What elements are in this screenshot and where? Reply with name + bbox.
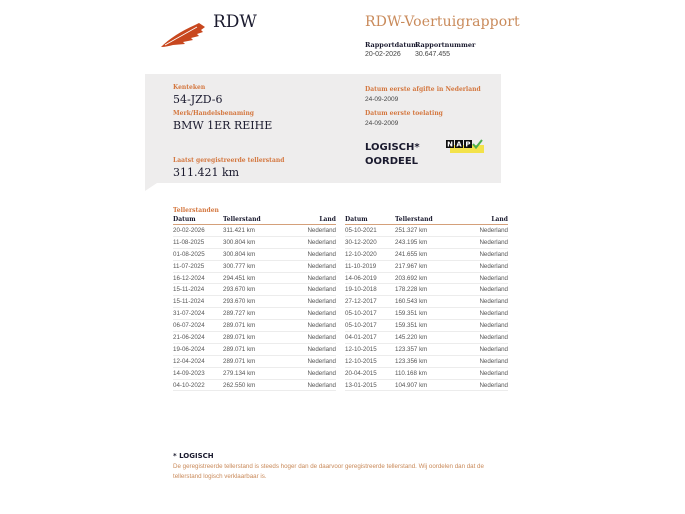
row-country: Nederland [278,296,336,308]
table-row [345,343,508,355]
row-country: Nederland [450,248,508,260]
column-header-country: Land [278,215,336,225]
row-odometer: 104.907 km [395,379,450,391]
row-country: Nederland [450,272,508,284]
plate-field [173,84,223,106]
row-date: 05-10-2017 [345,308,395,320]
row-odometer: 217.967 km [395,260,450,272]
verdict-line-2: OORDEEL [365,156,419,167]
table-row [345,225,508,237]
row-country: Nederland [278,308,336,320]
first-admission-value: 24-09-2009 [365,120,399,127]
row-date: 12-10-2020 [345,248,395,260]
row-country: Nederland [450,284,508,296]
row-date: 04-10-2022 [173,379,223,391]
table-row [173,379,336,391]
row-country: Nederland [450,296,508,308]
row-country: Nederland [450,260,508,272]
row-country: Nederland [278,343,336,355]
odometer-label: Laatst geregistreerde tellerstand [173,157,285,164]
row-country: Nederland [278,320,336,332]
row-country: Nederland [278,260,336,272]
report-title: RDW-Voertuigrapport [365,14,520,30]
table-row [345,320,508,332]
table-row [173,284,336,296]
report-date [365,41,418,58]
column-header-odometer: Tellerstand [223,215,278,225]
row-country: Nederland [278,284,336,296]
table-row [173,296,336,308]
table-row [173,248,336,260]
column-header-country: Land [450,215,508,225]
row-date: 31-07-2024 [173,308,223,320]
column-header-odometer: Tellerstand [395,215,450,225]
row-date: 12-10-2015 [345,343,395,355]
row-date: 04-01-2017 [345,332,395,344]
row-country: Nederland [450,308,508,320]
row-date: 27-12-2017 [345,296,395,308]
row-country: Nederland [278,272,336,284]
table-row [173,332,336,344]
row-odometer: 289.727 km [223,308,278,320]
row-date: 05-10-2017 [345,320,395,332]
column-header-date: Datum [345,215,395,225]
table-row [173,236,336,248]
row-date: 11-10-2019 [345,260,395,272]
row-odometer: 300.777 km [223,260,278,272]
row-country: Nederland [450,355,508,367]
first-admission-label: Datum eerste toelating [365,110,443,117]
first-issue-label: Datum eerste afgifte in Nederland [365,86,481,93]
first-issue-field [365,86,481,103]
row-odometer: 294.451 km [223,272,278,284]
row-odometer: 123.357 km [395,343,450,355]
table-row [345,248,508,260]
table-row [345,332,508,344]
make-value: BMW 1ER REIHE [173,119,273,132]
row-country: Nederland [450,379,508,391]
row-date: 20-04-2015 [345,367,395,379]
row-odometer: 251.327 km [395,225,450,237]
table-row [173,355,336,367]
report-date-value: 20-02-2026 [365,51,401,58]
row-odometer: 178.228 km [395,284,450,296]
row-date: 15-11-2024 [173,296,223,308]
column-header-date: Datum [173,215,223,225]
table-row [173,343,336,355]
row-odometer: 311.421 km [223,225,278,237]
table-row [345,260,508,272]
table-header-row [173,215,336,225]
report-number-value: 30.647.455 [415,51,451,58]
row-country: Nederland [450,236,508,248]
row-odometer: 160.543 km [395,296,450,308]
row-odometer: 289.071 km [223,332,278,344]
row-date: 05-10-2021 [345,225,395,237]
row-date: 12-10-2015 [345,355,395,367]
plate-label: Kenteken [173,84,206,91]
table-row [345,379,508,391]
odometer-history-title: Tellerstanden [173,207,219,214]
table-row [173,320,336,332]
row-date: 30-12-2020 [345,236,395,248]
row-odometer: 289.071 km [223,343,278,355]
report-number-label: Rapportnummer [415,41,476,49]
row-country: Nederland [450,343,508,355]
row-date: 14-09-2023 [173,367,223,379]
table-row [345,284,508,296]
row-country: Nederland [278,236,336,248]
row-odometer: 241.655 km [395,248,450,260]
row-country: Nederland [450,332,508,344]
brand-name: RDW [213,12,257,32]
row-date: 01-08-2025 [173,248,223,260]
table-header-row [345,215,508,225]
row-date: 19-06-2024 [173,343,223,355]
row-odometer: 300.804 km [223,236,278,248]
row-odometer: 110.168 km [395,367,450,379]
footnote-text: De geregistreerde tellerstand is steeds hoger dan de daarvoor geregistreerde tellerstand. Wij oordelen dan dat de tellerstand logisch verklaarbaar is. [173,463,484,480]
make-label: Merk/Handelsbenaming [173,110,255,117]
row-odometer: 203.692 km [395,272,450,284]
row-odometer: 279.134 km [223,367,278,379]
make-field [173,110,272,132]
row-odometer: 123.356 km [395,355,450,367]
svg-text:A: A [456,140,462,149]
row-date: 19-10-2018 [345,284,395,296]
table-row [345,367,508,379]
row-country: Nederland [278,367,336,379]
odometer-field [173,157,284,179]
row-country: Nederland [278,332,336,344]
row-odometer: 262.550 km [223,379,278,391]
odometer-value: 311.421 km [173,166,240,179]
footnote-title: * LOGISCH [173,452,214,460]
verdict-line-1: LOGISCH* [365,142,420,153]
row-date: 20-02-2026 [173,225,223,237]
row-country: Nederland [278,355,336,367]
svg-text:N: N [447,140,453,149]
row-odometer: 289.071 km [223,320,278,332]
row-date: 16-12-2024 [173,272,223,284]
plate-value: 54-JZD-6 [173,93,223,106]
verdict [365,141,420,169]
first-issue-value: 24-09-2009 [365,96,399,103]
row-date: 13-01-2015 [345,379,395,391]
table-row [173,367,336,379]
table-row [345,355,508,367]
table-row [173,260,336,272]
odometer-table-left [173,215,336,391]
row-odometer: 293.670 km [223,296,278,308]
row-country: Nederland [450,225,508,237]
table-row [345,308,508,320]
row-odometer: 300.804 km [223,248,278,260]
row-odometer: 289.071 km [223,355,278,367]
nap-logo-icon [446,139,484,154]
report-number [415,41,475,58]
row-date: 15-11-2024 [173,284,223,296]
row-odometer: 293.670 km [223,284,278,296]
svg-text:P: P [465,140,471,149]
table-row [173,272,336,284]
row-country: Nederland [278,379,336,391]
table-row [173,308,336,320]
row-date: 11-08-2025 [173,236,223,248]
row-date: 12-04-2024 [173,355,223,367]
row-date: 06-07-2024 [173,320,223,332]
row-date: 11-07-2025 [173,260,223,272]
table-row [345,272,508,284]
row-date: 14-06-2019 [345,272,395,284]
table-row [345,296,508,308]
row-odometer: 145.220 km [395,332,450,344]
first-admission-field [365,110,443,127]
row-country: Nederland [450,367,508,379]
table-row [345,236,508,248]
odometer-table-right [345,215,508,391]
card-corner-decoration [145,183,157,191]
row-country: Nederland [278,225,336,237]
row-odometer: 243.195 km [395,236,450,248]
row-odometer: 159.351 km [395,308,450,320]
row-country: Nederland [278,248,336,260]
row-date: 21-06-2024 [173,332,223,344]
rdw-logo-icon [159,21,207,49]
row-country: Nederland [450,320,508,332]
row-odometer: 159.351 km [395,320,450,332]
report-date-label: Rapportdatum [365,41,418,49]
table-row [173,225,336,237]
